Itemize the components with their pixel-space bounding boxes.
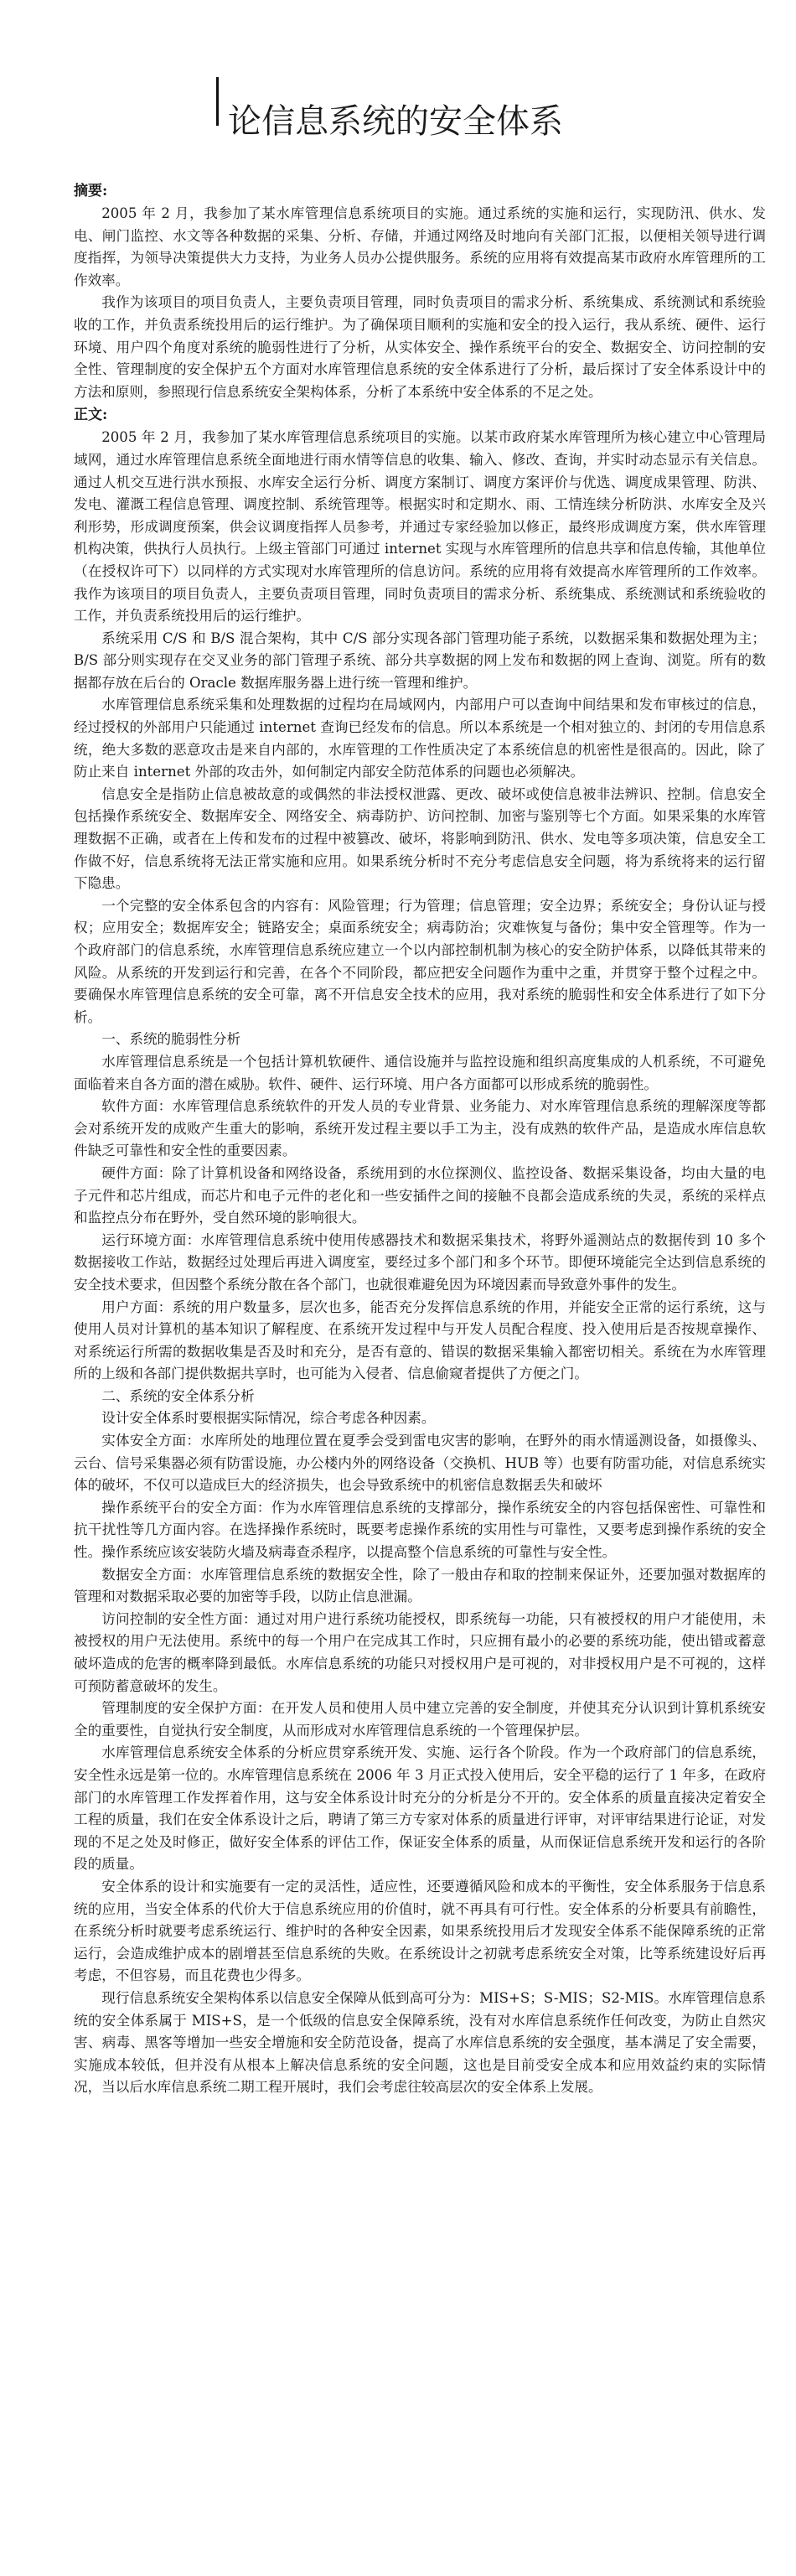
- section-heading: 二、系统的安全体系分析: [101, 1387, 255, 1404]
- body-paragraph: 设计安全体系时要根据实际情况，综合考虑各种因素。: [101, 1410, 436, 1427]
- body-paragraph: 系统采用 C/S 和 B/S 混合架构，其中 C/S 部分实现各部门管理功能子系统，以数据采集和数据处理为主；B/S 部分则实现存在交叉业务的部门管理子系统、部分共享数据的网上发布和数据的网上查询、浏览。所有的数据都存放在后台的 Oracle 数据库服务器上进行统一管理和维护。: [74, 630, 766, 691]
- document-page: [74, 69, 766, 2099]
- title-rule: [216, 77, 219, 126]
- body-paragraph: 安全体系的设计和实施要有一定的灵活性，适应性，还要遵循风险和成本的平衡性，安全体系服务于信息系统的应用，当安全体系的代价大于信息系统应用的价值时，就不再具有可行性。安全体系的分析要具有前瞻性，在系统分析时就要考虑系统运行、维护时的各种安全因素，如果系统投用后才发现安全体系不能保障系统的正常运行，会造成维护成本的剧增甚至信息系统的失败。在系统设计之初就考虑系统安全对策，比等系统建设好后再考虑，不但容易，而且花费也少得多。: [74, 1878, 766, 1984]
- body-paragraph: 一个完整的安全体系包含的内容有：风险管理；行为管理；信息管理；安全边界；系统安全；身份认证与授权；应用安全；数据库安全；链路安全；桌面系统安全；病毒防治；灾难恢复与备份；集中安全管理等。作为一个政府部门的信息系统，水库管理信息系统应建立一个以内部控制机制为核心的安全防护体系，以降低其带来的风险。从系统的开发到运行和完善，在各个不同阶段，都应把安全问题作为重中之重，并贯穿于整个过程之中。要确保水库管理信息系统的安全可靠，离不开信息安全技术的应用，我对系统的脆弱性和安全体系进行了如下分析。: [74, 897, 766, 1025]
- body-paragraph: 水库管理信息系统采集和处理数据的过程均在局域网内，内部用户可以查询中间结果和发布审核过的信息，经过授权的外部用户只能通过 internet 查询已经发布的信息。所以本系统是一个相对独立的、封闭的专用信息系统，绝大多数的恶意攻击是来自内部的，水库管理的工作性质决定了本系统信息的机密性是很高的。因此，除了防止来自 internet 外部的攻击外，如何制定内部安全防范体系的问题也必须解决。: [74, 697, 766, 780]
- body-paragraph: 软件方面：水库管理信息系统软件的开发人员的专业背景、业务能力、对水库管理信息系统的理解深度等都会对系统开发的成败产生重大的影响，系统开发过程主要以手工为主，没有成熟的软件产品，是造成水库信息软件缺乏可靠性和安全性的重要因素。: [74, 1098, 766, 1159]
- body-paragraph: 实体安全方面：水库所处的地理位置在夏季会受到雷电灾害的影响，在野外的雨水情遥测设备，如摄像头、云台、信号采集器必须有防雷设施，办公楼内外的网络设备（交换机、HUB 等）也要有防雷功能，对信息系统实体的破坏，不仅可以造成巨大的经济损失，也会导致系统中的机密信息数据丢失和破坏: [74, 1433, 766, 1494]
- body-paragraph: 管理制度的安全保护方面：在开发人员和使用人员中建立完善的安全制度，并使其充分认识到计算机系统安全的重要性，自觉执行安全制度，从而形成对水库管理信息系统的一个管理保护层。: [74, 1700, 766, 1739]
- body-paragraph: 数据安全方面：水库管理信息系统的数据安全性，除了一般由存和取的控制来保证外，还要加强对数据库的管理和对数据采取必要的加密等手段，以防止信息泄漏。: [74, 1566, 766, 1605]
- body-paragraph: 硬件方面：除了计算机设备和网络设备，系统用到的水位探测仪、监控设备、数据采集设备，均由大量的电子元件和芯片组成，而芯片和电子元件的老化和一些安插件之间的接触不良都会造成系统的失灵，系统的采样点和监控点分布在野外，受自然环境的影响很大。: [74, 1164, 766, 1226]
- page-title: 论信息系统的安全体系: [228, 101, 563, 141]
- body-paragraph: 访问控制的安全性方面：通过对用户进行系统功能授权，即系统每一功能，只有被授权的用户才能使用，未被授权的用户无法使用。系统中的每一个用户在完成其工作时，只应拥有最小的必要的系统功能，使出错或蓄意破坏造成的危害的概率降到最低。水库信息系统的功能只对授权用户是可视的，对非授权用户是不可视的，这样可预防蓄意破坏的发生。: [74, 1610, 766, 1694]
- abstract-label: 摘要:: [74, 183, 108, 200]
- body-label: 正文:: [74, 407, 108, 424]
- section-heading: 一、系统的脆弱性分析: [101, 1031, 241, 1048]
- body-paragraph: 运行环境方面：水库管理信息系统中使用传感器技术和数据采集技术，将野外遥测站点的数据传到 10 多个数据接收工作站，数据经过处理后再进入调度室，要经过多个部门和多个环节。即便环境能完全达到信息系统的安全技术要求，但因整个系统分散在各个部门，也就很难避免因为环境因素而导致意外事件的发生。: [74, 1231, 766, 1293]
- abstract-paragraph: 我作为该项目的项目负责人，主要负责项目管理，同时负责项目的需求分析、系统集成、系统测试和系统验收的工作，并负责系统投用后的运行维护。为了确保项目顺利的实施和安全的投入运行，我从系统、硬件、运行环境、用户四个角度对系统的脆弱性进行了分析，从实体安全、操作系统平台的安全、数据安全、访问控制的安全性、管理制度的安全保护五个方面对水库管理信息系统的安全体系进行了分析，最后探讨了安全体系设计中的方法和原则，参照现行信息系统安全架构体系，分析了本系统中安全体系的不足之处。: [74, 294, 766, 400]
- abstract-section: [74, 203, 766, 403]
- body-paragraph: 现行信息系统安全架构体系以信息安全保障从低到高可分为：MIS+S；S-MIS；S2-MIS。水库管理信息系统的安全体系属于 MIS+S，是一个低级的信息安全保障系统，没有对水库信息系统作任何改变，为防止自然灾害、病毒、黑客等增加一些安全增施和安全防范设备，提高了水库信息系统的安全强度，基本满足了安全需要，实施成本较低，但并没有从根本上解决信息系统的安全问题，这也是目前受安全成本和应用效益约束的实际情况，当以后水库信息系统二期工程开展时，我们会考虑往较高层次的安全体系上发展。: [74, 1989, 766, 2096]
- abstract-paragraph: 2005 年 2 月，我参加了某水库管理信息系统项目的实施。通过系统的实施和运行，实现防汛、供水、发电、闸门监控、水文等各种数据的采集、分析、存储，并通过网络及时地向有关部门汇报，以便相关领导进行调度指挥，为领导决策提供大力支持，为业务人员办公提供服务。系统的应用将有效提高某市政府水库管理所的工作效率。: [74, 205, 766, 288]
- body-section: [74, 427, 766, 2099]
- body-paragraph: 操作系统平台的安全方面：作为水库管理信息系统的支撑部分，操作系统安全的内容包括保密性、可靠性和抗干扰性等几方面内容。在选择操作系统时，既要考虑操作系统的实用性与可靠性，又要考虑到操作系统的安全性。操作系统应该安装防火墙及病毒查杀程序，以提高整个信息系统的可靠性与安全性。: [74, 1499, 766, 1561]
- body-paragraph: 信息安全是指防止信息被故意的或偶然的非法授权泄露、更改、破坏或使信息被非法辨识、控制。信息安全包括操作系统安全、数据库安全、网络安全、病毒防护、访问控制、加密与鉴别等七个方面。如果采集的水库管理数据不正确，或者在上传和发布的过程中被篡改、破坏，将影响到防汛、供水、发电等多项决策，信息安全工作做不好，信息系统将无法正常实施和应用。如果系统分析时不充分考虑信息安全问题，将为系统将来的运行留下隐患。: [74, 785, 766, 892]
- body-paragraph: 用户方面：系统的用户数量多，层次也多，能否充分发挥信息系统的作用，并能安全正常的运行系统，这与使用人员对计算机的基本知识了解程度、在系统开发过程中与开发人员配合程度、投入使用后是否按规章操作、对系统运行所需的数据收集是否及时和充分，是否有意的、错误的数据采集输入都密切相关。系统在为水库管理所的上级和各部门提供数据共享时，也可能为入侵者、信息偷窥者提供了方便之门。: [74, 1298, 766, 1382]
- body-paragraph: 2005 年 2 月，我参加了某水库管理信息系统项目的实施。以某市政府某水库管理所为核心建立中心管理局域网，通过水库管理信息系统全面地进行雨水情等信息的收集、输入、修改、查询，并实时动态显示有关信息。通过人机交互进行洪水预报、水库安全运行分析、调度方案制订、调度方案评价与优选、调度成果管理、防洪、发电、灌溉工程信息管理、调度控制、系统管理等。根据实时和定期水、雨、工情连续分析防洪、水库安全及兴利形势，形成调度预案，供会议调度指挥人员参考，并通过专家经验加以修正，最终形成调度方案，供水库管理机构决策，供执行人员执行。上级主管部门可通过 internet 实现与水库管理所的信息共享和信息传输，其他单位（在授权许可下）以同样的方式实现对水库管理所的信息访问。系统的应用将有效提高水库管理所的工作效率。我作为该项目的项目负责人，主要负责项目管理，同时负责项目的需求分析、系统集成、系统测试和系统验收的工作，并负责系统投用后的运行维护。: [74, 429, 766, 625]
- body-paragraph: 水库管理信息系统安全体系的分析应贯穿系统开发、实施、运行各个阶段。作为一个政府部门的信息系统，安全性永远是第一位的。水库管理信息系统在 2006 年 3 月正式投入使用后，安全平稳的运行了 1 年多，在政府部门的水库管理工作发挥着作用，这与安全体系设计时充分的分析是分不开的。安全体系的质量直接决定着安全工程的质量，我们在安全体系设计之后，聘请了第三方专家对体系的质量进行评审，对评审结果进行论证，对发现的不足之处及时修正，做好安全体系的评估工作，保证安全体系的质量，从而保证信息系统开发和运行的各阶段的质量。: [74, 1744, 766, 1873]
- title-block: [216, 69, 766, 141]
- body-paragraph: 水库管理信息系统是一个包括计算机软硬件、通信设施并与监控设施和组织高度集成的人机系统，不可避免面临着来自各方面的潜在威胁。软件、硬件、运行环境、用户各方面都可以形成系统的脆弱性。: [74, 1053, 766, 1092]
